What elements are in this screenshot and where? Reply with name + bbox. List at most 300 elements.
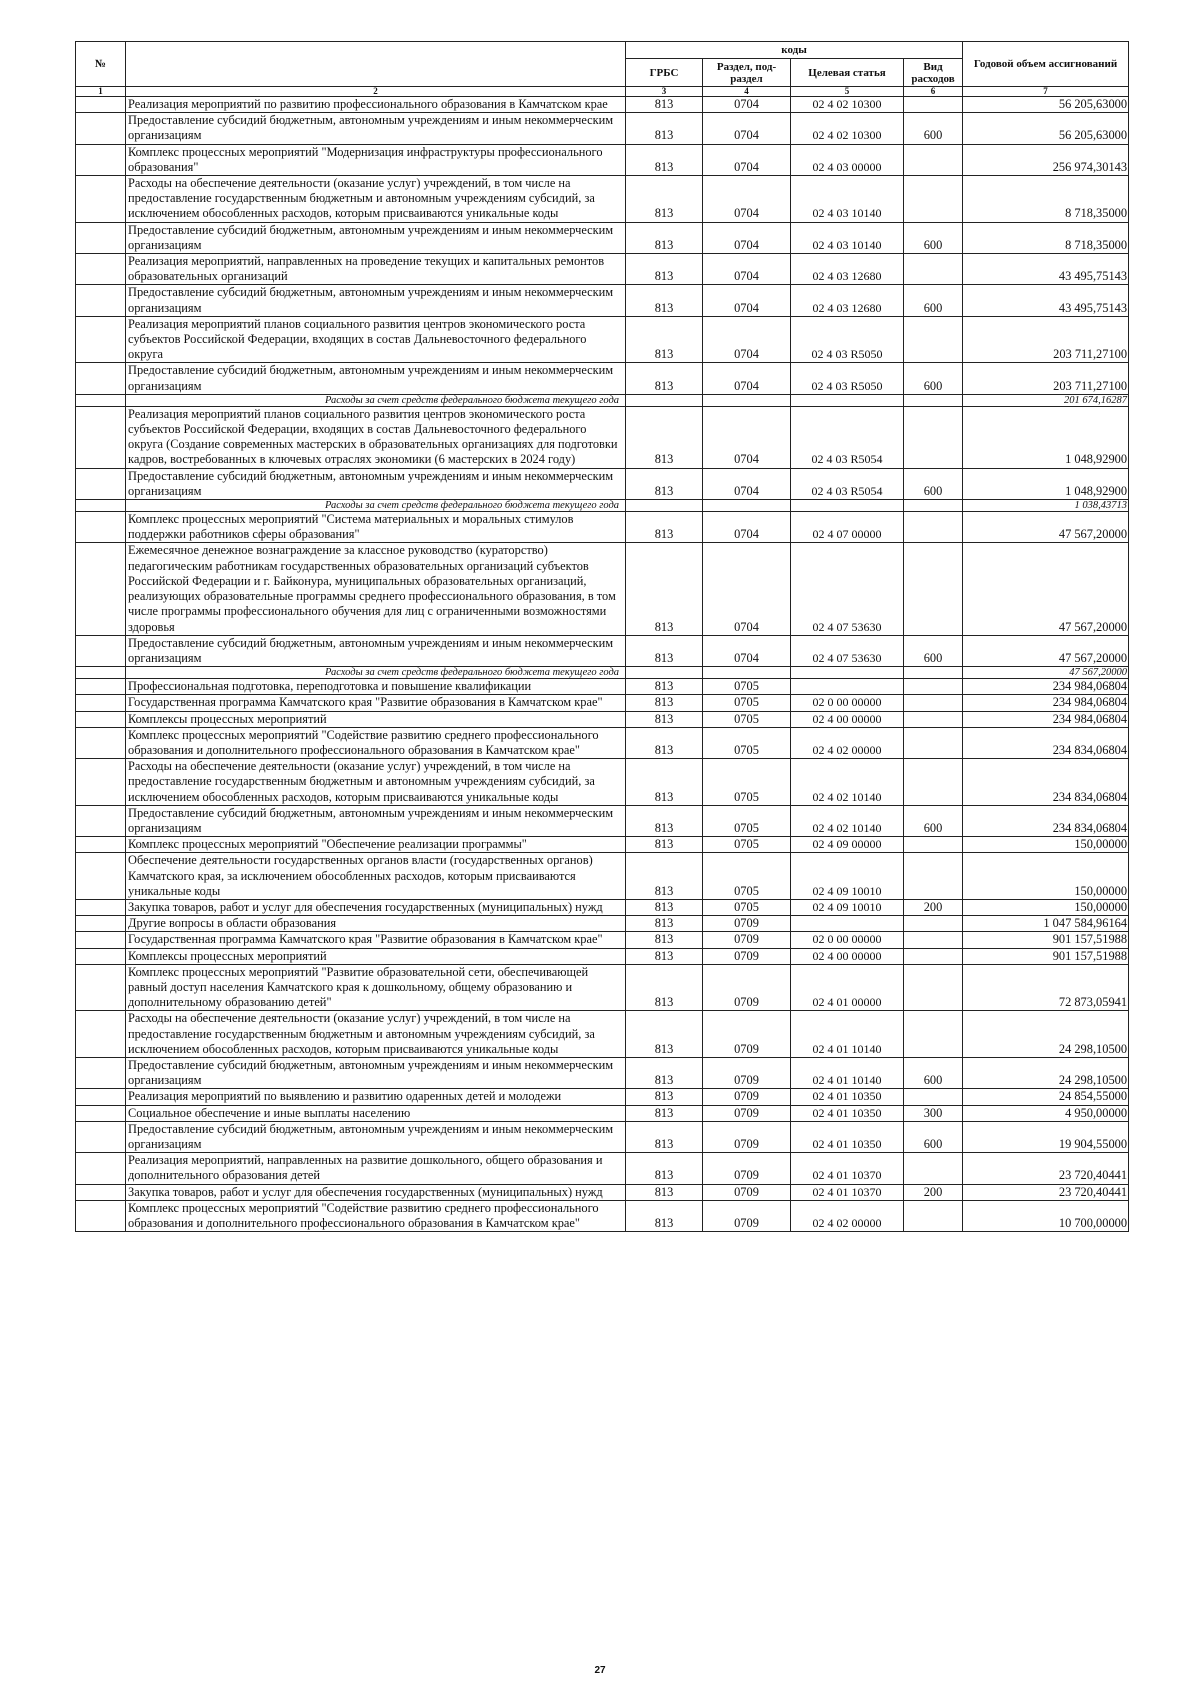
header-annual-volume: Годовой объем ассигнований: [963, 42, 1129, 87]
row-grbs: 813: [626, 1121, 703, 1152]
row-number-cell: [76, 1057, 126, 1088]
row-name: Расходы за счет средств федерального бюджета текущего года: [126, 500, 626, 512]
row-grbs: 813: [626, 1057, 703, 1088]
row-target-article: [791, 667, 904, 679]
row-section: 0709: [703, 916, 791, 932]
row-section: 0705: [703, 679, 791, 695]
row-expense-type: [904, 679, 963, 695]
column-number-1: 1: [76, 87, 126, 97]
row-number-cell: [76, 1121, 126, 1152]
row-amount: 901 157,51988: [963, 932, 1129, 948]
row-expense-type: [904, 711, 963, 727]
row-expense-type: [904, 695, 963, 711]
row-expense-type: 600: [904, 1121, 963, 1152]
row-section: 0704: [703, 363, 791, 394]
header-name-blank: [126, 42, 626, 87]
row-expense-type: [904, 727, 963, 758]
table-row: [76, 948, 1129, 964]
table-row: [76, 1121, 1129, 1152]
table-row: [76, 899, 1129, 915]
table-row: [76, 635, 1129, 666]
row-section: 0704: [703, 316, 791, 363]
header-expense-type: Вид расходов: [904, 59, 963, 87]
row-grbs: 813: [626, 711, 703, 727]
row-section: 0705: [703, 853, 791, 900]
row-name: Комплекс процессных мероприятий "Система материальных и моральных стимулов поддержки работников сферы образования": [126, 512, 626, 543]
row-target-article: 02 4 03 10140: [791, 176, 904, 223]
page-number: 27: [594, 1665, 606, 1676]
row-amount: 43 495,75143: [963, 254, 1129, 285]
row-name: Предоставление субсидий бюджетным, автономным учреждениям и иным некоммерческим организациям: [126, 635, 626, 666]
row-number-cell: [76, 1184, 126, 1200]
row-number-cell: [76, 512, 126, 543]
row-amount: 1 048,92900: [963, 468, 1129, 499]
row-name: Предоставление субсидий бюджетным, автономным учреждениям и иным некоммерческим организациям: [126, 1121, 626, 1152]
row-grbs: 813: [626, 1153, 703, 1184]
row-number-cell: [76, 964, 126, 1011]
row-section: 0704: [703, 285, 791, 316]
row-number-cell: [76, 97, 126, 113]
row-amount: 19 904,55000: [963, 1121, 1129, 1152]
row-number-cell: [76, 222, 126, 253]
header-codes: коды: [626, 42, 963, 59]
table-row: [76, 144, 1129, 175]
row-amount: 150,00000: [963, 899, 1129, 915]
table-row: [76, 176, 1129, 223]
row-name: Предоставление субсидий бюджетным, автономным учреждениям и иным некоммерческим организациям: [126, 285, 626, 316]
table-row: [76, 711, 1129, 727]
row-amount: 234 834,06804: [963, 759, 1129, 806]
row-expense-type: [904, 1011, 963, 1058]
row-section: 0704: [703, 97, 791, 113]
row-section: 0704: [703, 635, 791, 666]
row-grbs: 813: [626, 1011, 703, 1058]
table-row: [76, 1057, 1129, 1088]
row-number-cell: [76, 1011, 126, 1058]
row-expense-type: [904, 406, 963, 468]
row-expense-type: [904, 500, 963, 512]
row-expense-type: [904, 759, 963, 806]
row-expense-type: [904, 667, 963, 679]
row-expense-type: [904, 97, 963, 113]
row-section: [703, 394, 791, 406]
row-amount: 203 711,27100: [963, 363, 1129, 394]
row-amount: 23 720,40441: [963, 1153, 1129, 1184]
row-grbs: 813: [626, 727, 703, 758]
row-grbs: 813: [626, 363, 703, 394]
row-target-article: [791, 500, 904, 512]
row-amount: 234 984,06804: [963, 679, 1129, 695]
row-target-article: 02 4 01 10140: [791, 1057, 904, 1088]
row-name: Реализация мероприятий, направленных на проведение текущих и капитальных ремонтов образовательных организаций: [126, 254, 626, 285]
row-expense-type: [904, 316, 963, 363]
row-grbs: 813: [626, 144, 703, 175]
row-expense-type: 600: [904, 363, 963, 394]
table-row: [76, 727, 1129, 758]
row-grbs: 813: [626, 899, 703, 915]
column-number-2: 2: [126, 87, 626, 97]
row-name: Комплекс процессных мероприятий "Обеспечение реализации программы": [126, 837, 626, 853]
row-name: Предоставление субсидий бюджетным, автономным учреждениям и иным некоммерческим организациям: [126, 113, 626, 144]
row-target-article: 02 4 02 00000: [791, 727, 904, 758]
row-section: 0704: [703, 468, 791, 499]
row-section: 0709: [703, 1057, 791, 1088]
row-amount: 56 205,63000: [963, 113, 1129, 144]
row-number-cell: [76, 144, 126, 175]
table-row: [76, 363, 1129, 394]
row-target-article: 02 4 09 10010: [791, 853, 904, 900]
header-number: №: [76, 42, 126, 87]
row-amount: 24 854,55000: [963, 1089, 1129, 1105]
row-grbs: 813: [626, 406, 703, 468]
row-amount: 8 718,35000: [963, 176, 1129, 223]
row-target-article: 02 4 03 R5054: [791, 406, 904, 468]
row-section: 0709: [703, 964, 791, 1011]
row-grbs: 813: [626, 679, 703, 695]
row-grbs: 813: [626, 635, 703, 666]
row-section: 0709: [703, 1105, 791, 1121]
row-name: Реализация мероприятий по выявлению и развитию одаренных детей и молодежи: [126, 1089, 626, 1105]
row-expense-type: 300: [904, 1105, 963, 1121]
row-section: 0705: [703, 899, 791, 915]
row-grbs: 813: [626, 316, 703, 363]
row-amount: 1 048,92900: [963, 406, 1129, 468]
row-number-cell: [76, 837, 126, 853]
row-expense-type: [904, 1153, 963, 1184]
row-grbs: 813: [626, 805, 703, 836]
federal-funds-row: [76, 394, 1129, 406]
row-name: Комплекс процессных мероприятий "Содействие развитию среднего профессионального образования и дополнительного профессионального образования в Камчатском крае": [126, 1200, 626, 1231]
row-target-article: 02 4 01 10140: [791, 1011, 904, 1058]
row-amount: 47 567,20000: [963, 635, 1129, 666]
row-grbs: [626, 500, 703, 512]
row-target-article: 02 4 01 10350: [791, 1089, 904, 1105]
row-target-article: 02 4 09 00000: [791, 837, 904, 853]
row-expense-type: 600: [904, 805, 963, 836]
row-section: 0704: [703, 176, 791, 223]
row-number-cell: [76, 113, 126, 144]
row-amount: 234 834,06804: [963, 727, 1129, 758]
row-number-cell: [76, 1153, 126, 1184]
row-grbs: 813: [626, 97, 703, 113]
row-amount: 1 038,43713: [963, 500, 1129, 512]
row-name: Закупка товаров, работ и услуг для обеспечения государственных (муниципальных) нужд: [126, 899, 626, 915]
row-section: 0705: [703, 695, 791, 711]
row-target-article: 02 4 02 00000: [791, 1200, 904, 1231]
federal-funds-row: [76, 667, 1129, 679]
row-target-article: 02 4 02 10140: [791, 805, 904, 836]
row-amount: 150,00000: [963, 837, 1129, 853]
table-row: [76, 1011, 1129, 1058]
row-target-article: 02 0 00 00000: [791, 932, 904, 948]
row-expense-type: 600: [904, 222, 963, 253]
row-expense-type: 600: [904, 635, 963, 666]
row-name: Ежемесячное денежное вознаграждение за классное руководство (кураторство) педагогическим работникам государственных образовательных организаций субъектов Российской Федерации и г. Байконура, муниципальных образовательных организаций, реализующих образовательные программы среднего профессионального образования, в том числе программы профессионального обучения для лиц с ограниченными возможностями здоровья: [126, 543, 626, 635]
row-target-article: 02 4 07 53630: [791, 635, 904, 666]
row-amount: 43 495,75143: [963, 285, 1129, 316]
row-number-cell: [76, 727, 126, 758]
table-row: [76, 853, 1129, 900]
budget-table-page: [75, 41, 1128, 1232]
row-grbs: 813: [626, 1089, 703, 1105]
row-section: 0709: [703, 1011, 791, 1058]
row-section: 0704: [703, 512, 791, 543]
row-target-article: 02 4 00 00000: [791, 948, 904, 964]
row-grbs: 813: [626, 932, 703, 948]
table-row: [76, 679, 1129, 695]
row-grbs: 813: [626, 853, 703, 900]
row-target-article: 02 4 01 10370: [791, 1184, 904, 1200]
row-name: Предоставление субсидий бюджетным, автономным учреждениям и иным некоммерческим организациям: [126, 468, 626, 499]
row-amount: 234 984,06804: [963, 711, 1129, 727]
row-amount: 901 157,51988: [963, 948, 1129, 964]
row-target-article: [791, 394, 904, 406]
row-expense-type: 200: [904, 1184, 963, 1200]
row-expense-type: [904, 394, 963, 406]
row-number-cell: [76, 285, 126, 316]
row-number-cell: [76, 679, 126, 695]
row-section: 0709: [703, 1089, 791, 1105]
row-grbs: 813: [626, 254, 703, 285]
row-grbs: 813: [626, 113, 703, 144]
row-amount: 24 298,10500: [963, 1057, 1129, 1088]
row-target-article: 02 4 01 10370: [791, 1153, 904, 1184]
row-target-article: 02 4 07 53630: [791, 543, 904, 635]
row-target-article: 02 4 02 10300: [791, 97, 904, 113]
row-expense-type: [904, 1089, 963, 1105]
row-target-article: 02 4 03 R5050: [791, 363, 904, 394]
table-row: [76, 1153, 1129, 1184]
row-expense-type: [904, 853, 963, 900]
row-expense-type: [904, 512, 963, 543]
row-expense-type: 200: [904, 899, 963, 915]
table-row: [76, 837, 1129, 853]
row-expense-type: 600: [904, 468, 963, 499]
row-target-article: 02 4 03 R5054: [791, 468, 904, 499]
table-row: [76, 916, 1129, 932]
row-target-article: 02 4 03 00000: [791, 144, 904, 175]
row-target-article: 02 4 03 12680: [791, 285, 904, 316]
row-amount: 201 674,16287: [963, 394, 1129, 406]
row-section: 0705: [703, 759, 791, 806]
row-name: Социальное обеспечение и иные выплаты населению: [126, 1105, 626, 1121]
table-row: [76, 316, 1129, 363]
row-section: 0704: [703, 543, 791, 635]
table-row: [76, 1089, 1129, 1105]
row-expense-type: [904, 964, 963, 1011]
row-number-cell: [76, 805, 126, 836]
row-grbs: 813: [626, 512, 703, 543]
row-name: Комплексы процессных мероприятий: [126, 711, 626, 727]
row-amount: 150,00000: [963, 853, 1129, 900]
row-amount: 234 834,06804: [963, 805, 1129, 836]
row-name: Комплекс процессных мероприятий "Содействие развитию среднего профессионального образования и дополнительного профессионального образования в Камчатском крае": [126, 727, 626, 758]
row-amount: 72 873,05941: [963, 964, 1129, 1011]
row-amount: 47 567,20000: [963, 543, 1129, 635]
column-number-7: 7: [963, 87, 1129, 97]
row-amount: 234 984,06804: [963, 695, 1129, 711]
row-name: Реализация мероприятий по развитию профессионального образования в Камчатском крае: [126, 97, 626, 113]
row-target-article: 02 4 03 R5050: [791, 316, 904, 363]
row-grbs: 813: [626, 1200, 703, 1231]
row-grbs: [626, 667, 703, 679]
row-number-cell: [76, 899, 126, 915]
row-name: Государственная программа Камчатского края "Развитие образования в Камчатском крае": [126, 695, 626, 711]
row-name: Расходы на обеспечение деятельности (оказание услуг) учреждений, в том числе на предоставление государственным бюджетным и автономным учреждениям субсидий, за исключением обособленных расходов, которым присваиваются уникальные коды: [126, 1011, 626, 1058]
row-target-article: 02 4 02 10300: [791, 113, 904, 144]
row-number-cell: [76, 711, 126, 727]
row-section: 0704: [703, 406, 791, 468]
row-expense-type: [904, 176, 963, 223]
row-amount: 47 567,20000: [963, 512, 1129, 543]
row-section: 0705: [703, 805, 791, 836]
row-expense-type: 600: [904, 1057, 963, 1088]
column-number-4: 4: [703, 87, 791, 97]
row-amount: 23 720,40441: [963, 1184, 1129, 1200]
row-number-cell: [76, 406, 126, 468]
row-expense-type: [904, 932, 963, 948]
table-row: [76, 113, 1129, 144]
row-name: Другие вопросы в области образования: [126, 916, 626, 932]
row-name: Предоставление субсидий бюджетным, автономным учреждениям и иным некоммерческим организациям: [126, 363, 626, 394]
row-section: 0705: [703, 711, 791, 727]
row-number-cell: [76, 1200, 126, 1231]
row-number-cell: [76, 853, 126, 900]
row-grbs: 813: [626, 543, 703, 635]
header-target-article: Целевая статья: [791, 59, 904, 87]
header-grbs: ГРБС: [626, 59, 703, 87]
table-row: [76, 759, 1129, 806]
column-number-6: 6: [904, 87, 963, 97]
row-section: 0704: [703, 144, 791, 175]
row-section: [703, 500, 791, 512]
row-section: [703, 667, 791, 679]
row-number-cell: [76, 363, 126, 394]
row-target-article: 02 4 07 00000: [791, 512, 904, 543]
table-row: [76, 932, 1129, 948]
row-amount: 8 718,35000: [963, 222, 1129, 253]
row-amount: 203 711,27100: [963, 316, 1129, 363]
row-number-cell: [76, 759, 126, 806]
row-amount: 10 700,00000: [963, 1200, 1129, 1231]
row-grbs: 813: [626, 1105, 703, 1121]
row-expense-type: [904, 916, 963, 932]
row-amount: 24 298,10500: [963, 1011, 1129, 1058]
row-name: Комплекс процессных мероприятий "Модернизация инфраструктуры профессионального образования": [126, 144, 626, 175]
row-target-article: 02 0 00 00000: [791, 695, 904, 711]
row-number-cell: [76, 635, 126, 666]
row-grbs: 813: [626, 695, 703, 711]
row-amount: 1 047 584,96164: [963, 916, 1129, 932]
row-name: Профессиональная подготовка, переподготовка и повышение квалификации: [126, 679, 626, 695]
row-expense-type: [904, 1200, 963, 1231]
row-grbs: 813: [626, 468, 703, 499]
table-row: [76, 285, 1129, 316]
table-row: [76, 543, 1129, 635]
row-name: Государственная программа Камчатского края "Развитие образования в Камчатском крае": [126, 932, 626, 948]
table-row: [76, 97, 1129, 113]
row-number-cell: [76, 1089, 126, 1105]
table-row: [76, 695, 1129, 711]
row-amount: 4 950,00000: [963, 1105, 1129, 1121]
row-grbs: 813: [626, 176, 703, 223]
row-grbs: 813: [626, 759, 703, 806]
row-expense-type: [904, 543, 963, 635]
row-number-cell: [76, 316, 126, 363]
row-name: Закупка товаров, работ и услуг для обеспечения государственных (муниципальных) нужд: [126, 1184, 626, 1200]
row-section: 0709: [703, 1184, 791, 1200]
row-amount: 256 974,30143: [963, 144, 1129, 175]
row-section: 0704: [703, 254, 791, 285]
row-name: Предоставление субсидий бюджетным, автономным учреждениям и иным некоммерческим организациям: [126, 1057, 626, 1088]
row-section: 0709: [703, 1153, 791, 1184]
column-number-3: 3: [626, 87, 703, 97]
row-expense-type: 600: [904, 285, 963, 316]
row-name: Реализация мероприятий планов социального развития центров экономического роста субъектов Российской Федерации, входящих в состав Дальневосточного федерального округа (Создание современных мастерских в образовательных организациях для подготовки кадров, востребованных в ключевых отраслях экономики (6 мастерских в 2024 году): [126, 406, 626, 468]
table-row: [76, 1184, 1129, 1200]
row-section: 0705: [703, 727, 791, 758]
row-grbs: [626, 394, 703, 406]
table-row: [76, 1105, 1129, 1121]
row-number-cell: [76, 667, 126, 679]
row-number-cell: [76, 695, 126, 711]
row-number-cell: [76, 932, 126, 948]
row-name: Комплексы процессных мероприятий: [126, 948, 626, 964]
row-section: 0709: [703, 932, 791, 948]
budget-table: [75, 41, 1129, 1232]
header-section: Раздел, под-раздел: [703, 59, 791, 87]
row-section: 0704: [703, 222, 791, 253]
row-amount: 56 205,63000: [963, 97, 1129, 113]
row-name: Расходы на обеспечение деятельности (оказание услуг) учреждений, в том числе на предоставление государственным бюджетным и автономным учреждениям субсидий, за исключением обособленных расходов, которым присваиваются уникальные коды: [126, 176, 626, 223]
row-number-cell: [76, 394, 126, 406]
table-row: [76, 805, 1129, 836]
row-number-cell: [76, 916, 126, 932]
row-target-article: 02 4 01 10350: [791, 1121, 904, 1152]
row-target-article: 02 4 02 10140: [791, 759, 904, 806]
row-target-article: 02 4 09 10010: [791, 899, 904, 915]
table-row: [76, 254, 1129, 285]
table-row: [76, 512, 1129, 543]
row-name: Расходы за счет средств федерального бюджета текущего года: [126, 394, 626, 406]
row-number-cell: [76, 176, 126, 223]
row-name: Предоставление субсидий бюджетным, автономным учреждениям и иным некоммерческим организациям: [126, 805, 626, 836]
row-grbs: 813: [626, 222, 703, 253]
row-target-article: 02 4 03 10140: [791, 222, 904, 253]
row-name: Комплекс процессных мероприятий "Развитие образовательной сети, обеспечивающей равный доступ населения Камчатского края к дошкольному, общему образованию и дополнительному образованию детей": [126, 964, 626, 1011]
table-body: [76, 97, 1129, 1232]
row-grbs: 813: [626, 916, 703, 932]
row-expense-type: [904, 144, 963, 175]
row-name: Реализация мероприятий планов социального развития центров экономического роста субъектов Российской Федерации, входящих в состав Дальневосточного федерального округа: [126, 316, 626, 363]
row-expense-type: [904, 837, 963, 853]
row-name: Предоставление субсидий бюджетным, автономным учреждениям и иным некоммерческим организациям: [126, 222, 626, 253]
row-target-article: 02 4 00 00000: [791, 711, 904, 727]
federal-funds-row: [76, 500, 1129, 512]
row-name: Расходы на обеспечение деятельности (оказание услуг) учреждений, в том числе на предоставление государственным бюджетным и автономным учреждениям субсидий, за исключением обособленных расходов, которым присваиваются уникальные коды: [126, 759, 626, 806]
row-grbs: 813: [626, 285, 703, 316]
row-section: 0709: [703, 1200, 791, 1231]
row-section: 0709: [703, 948, 791, 964]
row-expense-type: [904, 948, 963, 964]
row-grbs: 813: [626, 948, 703, 964]
row-grbs: 813: [626, 964, 703, 1011]
row-section: 0704: [703, 113, 791, 144]
row-number-cell: [76, 500, 126, 512]
row-number-cell: [76, 1105, 126, 1121]
row-target-article: 02 4 03 12680: [791, 254, 904, 285]
table-row: [76, 964, 1129, 1011]
